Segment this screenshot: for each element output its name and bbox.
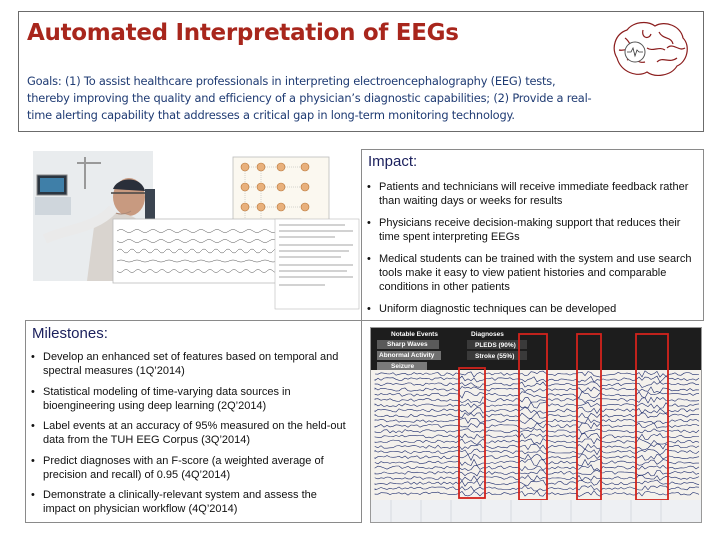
milestones-heading: Milestones: — [32, 325, 108, 342]
eeg-trace — [375, 475, 699, 481]
diagnoses-label: Diagnoses — [471, 331, 504, 338]
eeg-trace — [375, 491, 699, 497]
goals-text — [27, 73, 595, 124]
eeg-trace — [375, 444, 699, 450]
impact-list — [367, 180, 697, 324]
milestones-panel — [25, 320, 362, 523]
diagnosis-stroke: Stroke (55%) — [475, 353, 515, 360]
diagnosis-pleds: PLEDS (90%) — [475, 342, 516, 349]
eeg-trace — [375, 402, 699, 408]
eeg-trace — [375, 413, 699, 419]
eeg-trace — [375, 429, 699, 435]
list-item: • Label events at an accuracy of 95% measured on the held-out data from the TUH EEG Corpus (3Q’2014) — [31, 419, 351, 447]
eeg-trace — [375, 371, 699, 377]
page-title: Automated Interpretation of EEGs — [27, 20, 459, 46]
notable-events-label: Notable Events — [391, 331, 438, 338]
sharp-waves-button[interactable]: Sharp Waves — [387, 341, 428, 348]
goals-label: Goals: — [27, 74, 62, 88]
eeg-viewer-screenshot — [370, 327, 702, 523]
seizure-button[interactable]: Seizure — [391, 363, 415, 370]
eeg-trace — [375, 387, 699, 393]
brain-logo — [607, 18, 693, 84]
eeg-trace — [375, 397, 699, 403]
list-item: • Predict diagnoses with an F-score (a weighted average of precision and recall) of 0.95 (4Q’2014) — [31, 454, 351, 482]
list-item: • Demonstrate a clinically-relevant system and assess the impact on physician workflow (4Q’2014) — [31, 488, 351, 516]
impact-heading: Impact: — [368, 153, 418, 170]
eeg-trace — [375, 433, 699, 439]
list-item: • Develop an enhanced set of features based on temporal and spectral measures (1Q’2014) — [31, 350, 351, 378]
header-box — [18, 11, 704, 132]
eeg-trace — [375, 382, 699, 388]
eeg-trace — [375, 439, 699, 445]
milestones-list — [31, 350, 351, 523]
list-item: • Physicians receive decision-making support that reduces their time spent interpreting EEGs — [367, 216, 697, 244]
eeg-trace — [375, 480, 699, 486]
list-item: • Medical students can be trained with the system and use search tools make it easy to view patient histories and comparable conditions in other patients — [367, 252, 697, 294]
clinical-eeg-photo — [25, 149, 361, 320]
goals-body: (1) To assist healthcare professionals in interpreting electroencephalography (EEG) tests, thereby improving the quality and efficiency of a physician’s diagnostic capabilities; (2) Provide a real-time alerting capability that addresses a critical gap in long-term monitoring technology. — [27, 74, 592, 122]
eeg-trace — [375, 470, 699, 476]
impact-panel — [361, 149, 704, 321]
eeg-trace — [375, 459, 699, 465]
list-item: • Patients and technicians will receive immediate feedback rather than waiting days or weeks for results — [367, 180, 697, 208]
abnormal-activity-button[interactable]: Abnormal Activity — [379, 352, 435, 359]
list-item: • Statistical modeling of time-varying data sources in bioengineering using deep learning (2Q’2014) — [31, 385, 351, 413]
eeg-trace — [375, 376, 699, 382]
eeg-trace — [375, 392, 699, 398]
list-item: • Uniform diagnostic techniques can be developed — [367, 302, 697, 316]
eeg-trace — [375, 454, 699, 460]
eeg-trace — [375, 423, 699, 429]
